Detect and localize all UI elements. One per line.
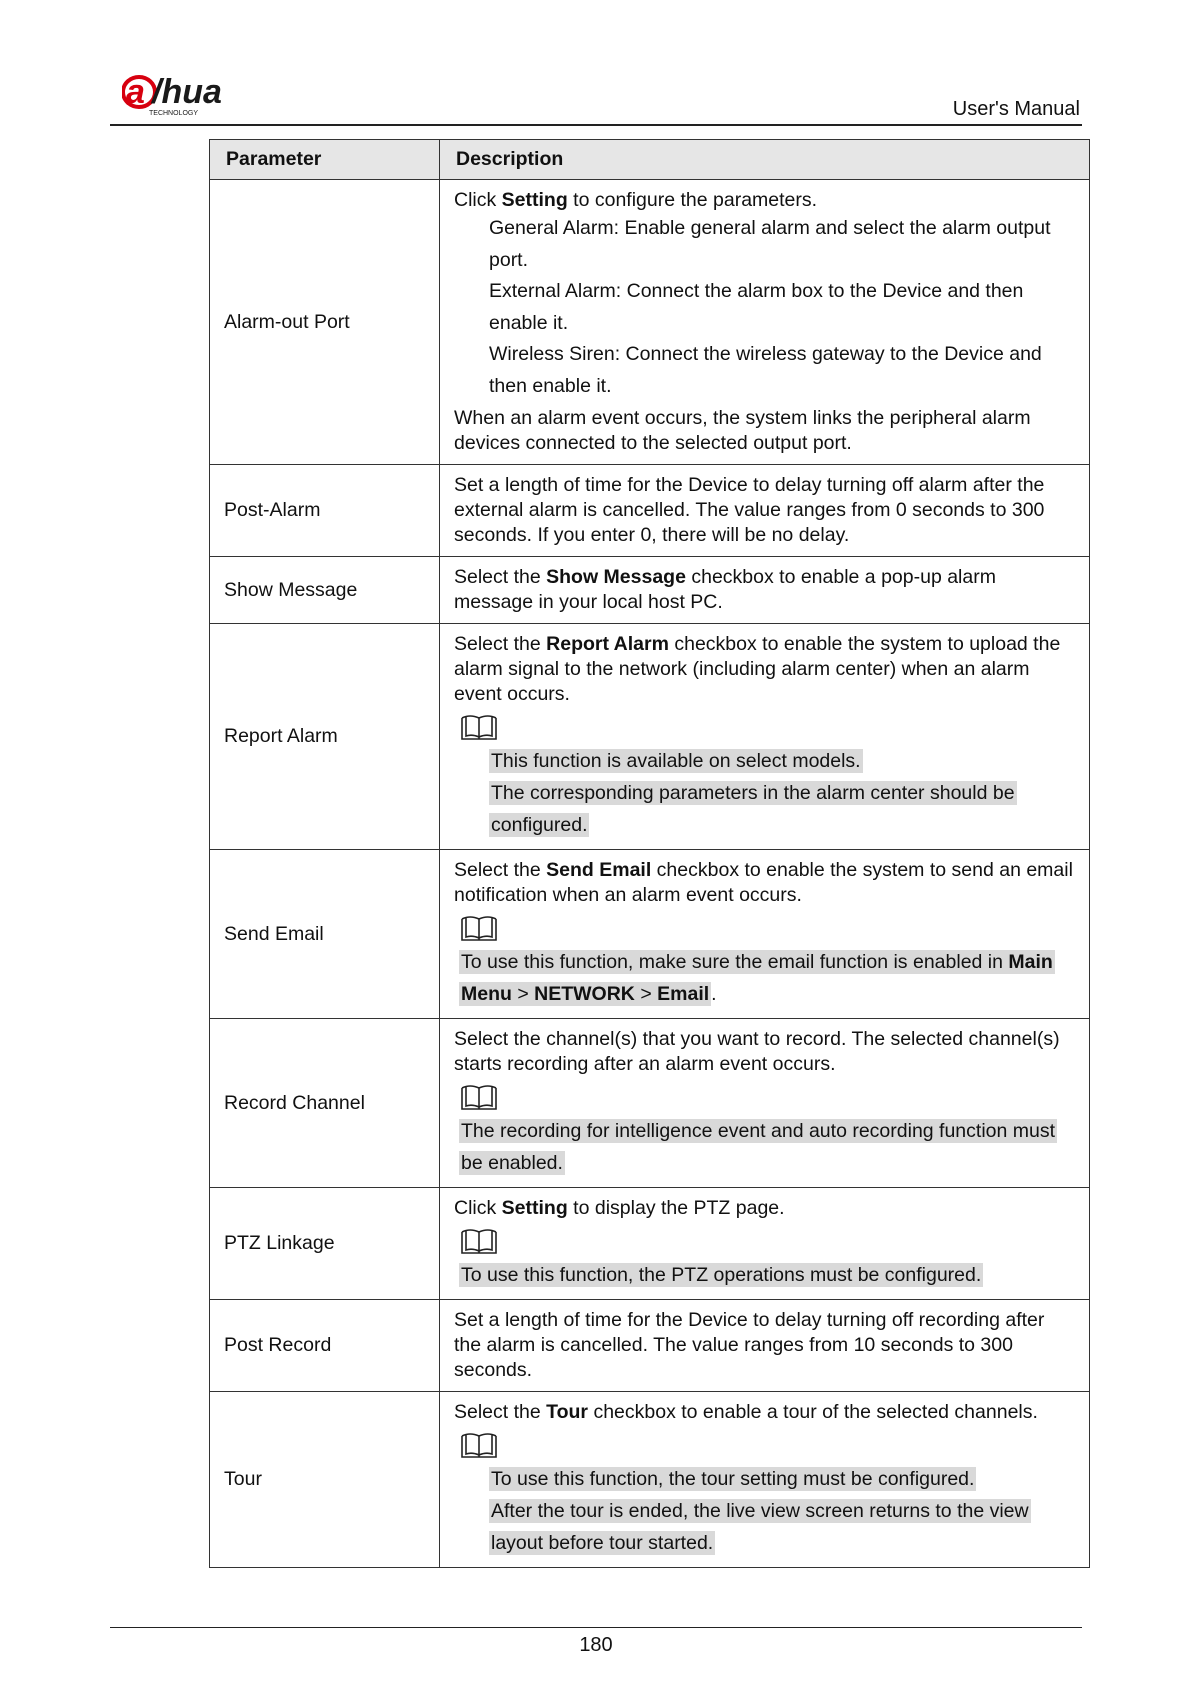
note-book-icon [459, 1083, 499, 1113]
note-text: This function is available on select models. [491, 750, 861, 772]
logo-subtext: TECHNOLOGY [149, 110, 199, 117]
param-name: Show Message [210, 557, 440, 624]
param-description: Select the channel(s) that you want to record. The selected channel(s) starts recording after an alarm event occurs. The recording for intelligence event and auto recording function must be enabled. [440, 1019, 1090, 1188]
note-book-icon [459, 1431, 499, 1461]
table-row [210, 1392, 1090, 1568]
header-divider [110, 124, 1082, 126]
table-row [210, 465, 1090, 557]
param-description: Click Setting to configure the parameters. General Alarm: Enable general alarm and select the alarm output port. External Alarm: Connect the alarm box to the Device and then enable it. Wireless Siren: Connect the wireless gateway to the Device and then enable it. When an alarm event occurs, the system links the peripheral alarm devices connected to the selected output port. [440, 180, 1090, 465]
menu-path-main-menu: Main Menu [461, 951, 1053, 1005]
page-number: 180 [579, 1634, 613, 1656]
param-name: Record Channel [210, 1019, 440, 1188]
note-book-icon [459, 914, 499, 944]
param-name: Post Record [210, 1300, 440, 1392]
table-row [210, 624, 1090, 850]
table-row [210, 557, 1090, 624]
param-name: Alarm-out Port [210, 180, 440, 465]
list-item: General Alarm: Enable general alarm and select the alarm output port. [489, 217, 1051, 271]
param-description: Select the Report Alarm checkbox to enable the system to upload the alarm signal to the network (including alarm center) when an alarm event occurs. This function is available on select models. The corresponding parameters in the alarm center should be configured. [440, 624, 1090, 850]
note-book-icon [459, 1227, 499, 1257]
menu-path-email: Email [657, 983, 710, 1005]
setting-keyword: Setting [501, 189, 568, 211]
column-header-description: Description [440, 140, 1090, 180]
param-description: Set a length of time for the Device to delay turning off recording after the alarm is cancelled. The value ranges from 10 seconds to 300 seconds. [440, 1300, 1090, 1392]
manual-title: User's Manual [952, 98, 1080, 120]
table-row [210, 850, 1090, 1019]
param-name: PTZ Linkage [210, 1188, 440, 1300]
param-description: Select the Send Email checkbox to enable the system to send an email notification when an alarm event occurs. To use this function, make sure the email function is enabled in Main Menu > NETWORK > Email . [440, 850, 1090, 1019]
note-text: The corresponding parameters in the alarm center should be configured. [491, 782, 1015, 836]
note-text: After the tour is ended, the live view screen returns to the view layout before tour started. [491, 1500, 1029, 1554]
parameter-table [209, 139, 1090, 1568]
param-description: Set a length of time for the Device to delay turning off alarm after the external alarm is cancelled. The value ranges from 0 seconds to 300 seconds. If you enter 0, there will be no delay. [440, 465, 1090, 557]
note-book-icon [459, 713, 499, 743]
table-row [210, 180, 1090, 465]
table-row [210, 1300, 1090, 1392]
logo-wordmark: /hua [152, 73, 222, 111]
param-name: Post-Alarm [210, 465, 440, 557]
param-description: Click Setting to display the PTZ page. To use this function, the PTZ operations must be configured. [440, 1188, 1090, 1300]
table-row [210, 1188, 1090, 1300]
note-text: The recording for intelligence event and auto recording function must be enabled. [461, 1120, 1056, 1174]
param-name: Report Alarm [210, 624, 440, 850]
param-description: Select the Tour checkbox to enable a tour of the selected channels. To use this function, the tour setting must be configured. After the tour is ended, the live view screen returns to the view layout before tour started. [440, 1392, 1090, 1568]
param-description: Select the Show Message checkbox to enable a pop-up alarm message in your local host PC. [440, 557, 1090, 624]
note-text: To use this function, the tour setting must be configured. [491, 1468, 975, 1490]
param-name: Tour [210, 1392, 440, 1568]
logo-letter-a: a [126, 73, 145, 111]
column-header-parameter: Parameter [210, 140, 440, 180]
param-name: Send Email [210, 850, 440, 1019]
dahua-logo [122, 72, 262, 122]
list-item: Wireless Siren: Connect the wireless gateway to the Device and then enable it. [489, 343, 1042, 397]
table-header-row [210, 140, 1090, 180]
note-text: To use this function, make sure the email function is enabled in Main Menu > NETWORK > Email [461, 951, 1053, 1005]
footer-divider [110, 1627, 1082, 1628]
list-item: External Alarm: Connect the alarm box to the Device and then enable it. [489, 280, 1024, 334]
menu-path-network: NETWORK [534, 983, 635, 1005]
table-row [210, 1019, 1090, 1188]
note-text: To use this function, the PTZ operations must be configured. [461, 1264, 982, 1286]
